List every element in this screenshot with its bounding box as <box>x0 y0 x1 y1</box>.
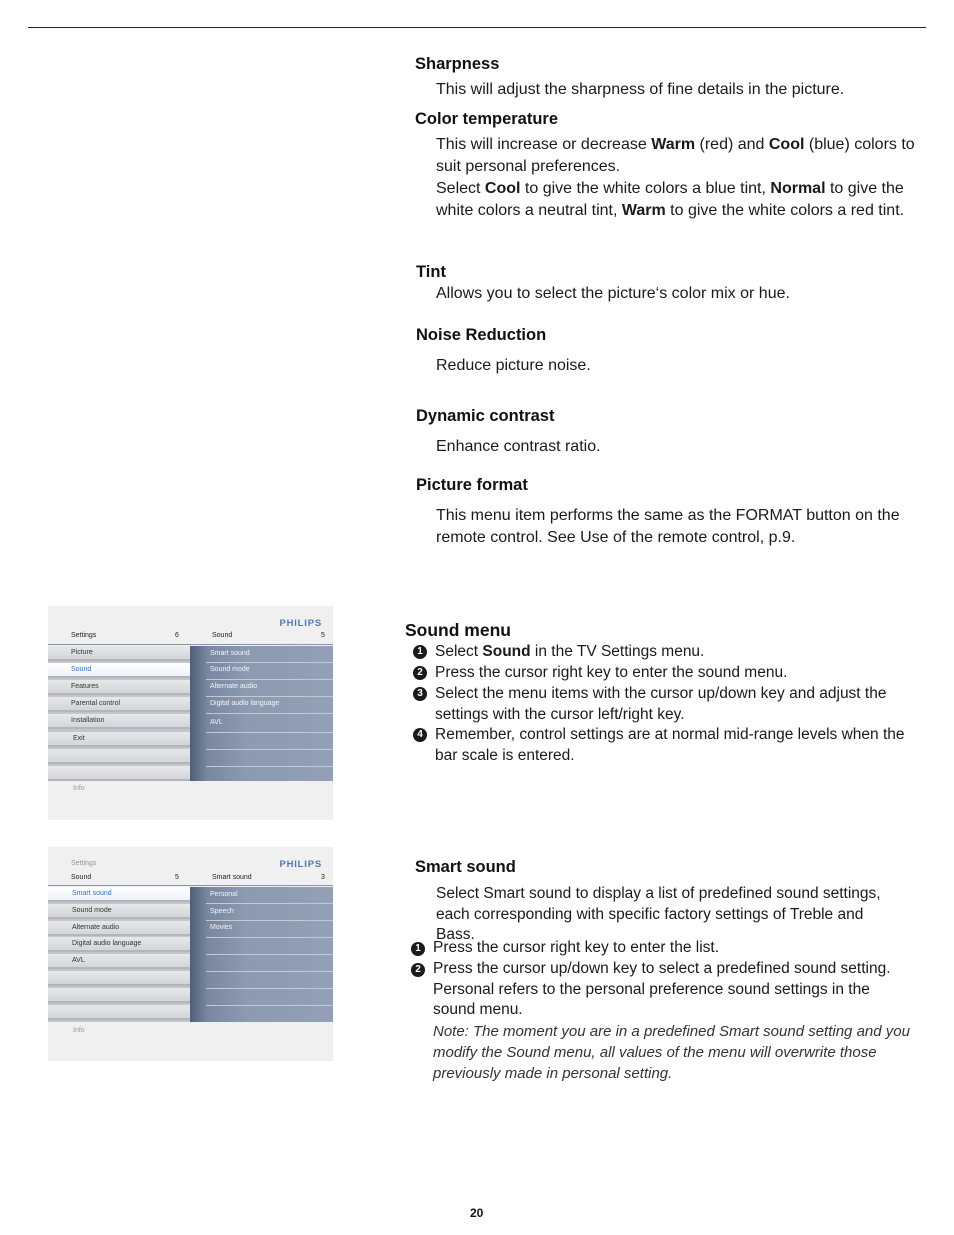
menu-item-label: Alternate audio <box>72 924 120 931</box>
menu-item-label: Installation <box>71 717 105 724</box>
color-temperature-text-2 <box>436 178 908 222</box>
submenu-item[interactable]: AVL <box>210 719 223 726</box>
row-divider <box>206 749 333 750</box>
row-divider <box>206 1005 333 1006</box>
submenu-item[interactable]: Smart sound <box>210 650 250 657</box>
sharpness-text: This will adjust the sharpness of fine details in the picture. <box>436 81 845 98</box>
menu-item-label: Sound mode <box>72 907 112 914</box>
dynamic-contrast-heading: Dynamic contrast <box>416 407 555 425</box>
step-number-icon: 1 <box>413 645 427 659</box>
menu-item-label: Exit <box>73 735 85 742</box>
smart-sound-note: Note: The moment you are in a predefined Smart sound setting and you modify the Sound menu, all values of the menu will overwrite those previously made in personal setting. <box>433 1023 910 1082</box>
step-number-icon: 1 <box>411 942 425 956</box>
text-run: to give the white colors a red tint. <box>665 202 905 219</box>
row-divider <box>206 971 333 972</box>
bold-cool: Cool <box>768 136 805 153</box>
menu-item-selected[interactable] <box>48 887 190 902</box>
dynamic-contrast-text: Enhance contrast ratio. <box>436 438 601 455</box>
color-temperature-heading: Color temperature <box>415 110 559 128</box>
menu-item-empty <box>48 749 190 764</box>
menu-left-panel <box>48 646 190 781</box>
menu-item[interactable] <box>48 937 190 952</box>
tint-heading: Tint <box>416 263 446 281</box>
menu-left-count: 6 <box>175 632 179 639</box>
bold-warm: Warm <box>651 136 696 153</box>
bold-sound: Sound <box>482 643 531 660</box>
row-divider <box>206 766 333 767</box>
bold-normal: Normal <box>770 180 826 197</box>
menu-item-label: Sound <box>71 666 92 673</box>
row-divider <box>206 988 333 989</box>
picture-format-heading: Picture format <box>416 476 528 494</box>
menu-item-empty <box>48 766 190 781</box>
row-divider <box>206 679 333 680</box>
tint-text: Allows you to select the picture‘s color mix or hue. <box>436 285 790 302</box>
submenu-item[interactable]: Movies <box>210 924 233 931</box>
step-number-icon: 2 <box>413 666 427 680</box>
bold-cool: Cool <box>484 180 521 197</box>
sound-step-2: Press the cursor right key to enter the sound menu. <box>435 664 788 681</box>
tv-smart-sound-screenshot <box>48 847 333 1061</box>
sharpness-heading: Sharpness <box>415 55 500 73</box>
row-divider <box>206 903 333 904</box>
text-run: to give the white colors a blue tint, <box>520 180 771 197</box>
row-divider <box>206 954 333 955</box>
top-rule <box>28 27 926 28</box>
menu-right-header: Sound <box>212 632 233 639</box>
tv-sound-menu-screenshot <box>48 606 333 820</box>
menu-item[interactable] <box>48 697 190 712</box>
menu-left-header: Sound <box>71 874 92 881</box>
page-number: 20 <box>470 1206 484 1220</box>
menu-right-panel <box>190 887 333 1022</box>
menu-item-label: Digital audio language <box>72 940 142 947</box>
row-divider <box>206 713 333 714</box>
text-run: in the TV Settings menu. <box>530 643 705 660</box>
menu-item[interactable] <box>48 904 190 919</box>
noise-reduction-text: Reduce picture noise. <box>436 357 591 374</box>
smart-sound-step-1: Press the cursor right key to enter the list. <box>433 939 720 956</box>
sound-step-4: Remember, control settings are at normal mid-range levels when the bar scale is entered. <box>435 726 905 764</box>
text-run: to give the white colors a neutral tint, <box>436 180 904 219</box>
noise-reduction-heading: Noise Reduction <box>416 326 547 344</box>
menu-left-count: 5 <box>175 874 179 881</box>
sound-menu-heading: Sound menu <box>405 620 511 640</box>
submenu-item[interactable]: Digital audio language <box>210 700 280 707</box>
menu-item-label: Parental control <box>71 700 121 707</box>
header-divider <box>48 644 333 645</box>
smart-sound-heading: Smart sound <box>415 858 516 876</box>
menu-right-header: Smart sound <box>212 874 252 881</box>
sound-step-3: Select the menu items with the cursor up/down key and adjust the settings with the cursor left/right key. <box>435 685 887 723</box>
row-divider <box>206 920 333 921</box>
menu-left-panel <box>48 887 190 1022</box>
row-divider <box>206 937 333 938</box>
menu-item[interactable] <box>48 954 190 969</box>
menu-item-selected[interactable] <box>48 663 190 678</box>
row-divider <box>206 662 333 663</box>
text-run: (red) and <box>695 136 769 153</box>
menu-item-label: Picture <box>71 649 93 656</box>
smart-sound-step-2: Press the cursor up/down key to select a predefined sound setting. Personal refers to the personal preference sound settings in the sound menu. <box>433 960 891 1018</box>
picture-format-text: This menu item performs the same as the FORMAT button on the remote control. See Use of the remote control, p.9. <box>436 507 900 546</box>
step-number-icon: 4 <box>413 728 427 742</box>
bold-warm: Warm <box>621 202 666 219</box>
smart-sound-intro: Select Smart sound to display a list of predefined sound settings, each corresponding with specific factory settings of Treble and Bass. <box>436 885 881 943</box>
menu-right-count: 5 <box>321 632 325 639</box>
step-number-icon: 2 <box>411 963 425 977</box>
menu-item-label: Features <box>71 683 99 690</box>
info-label: Info <box>73 785 85 792</box>
submenu-item[interactable]: Alternate audio <box>210 683 258 690</box>
philips-logo: PHILIPS <box>279 618 322 629</box>
row-divider <box>206 696 333 697</box>
step-number-icon: 3 <box>413 687 427 701</box>
submenu-item[interactable]: Sound mode <box>210 666 250 673</box>
menu-item-empty <box>48 971 190 986</box>
menu-item-label: AVL <box>72 957 85 964</box>
menu-item-empty <box>48 1005 190 1020</box>
menu-item-label: Smart sound <box>72 890 112 897</box>
menu-left-header: Settings <box>71 632 97 639</box>
header-divider <box>48 885 333 886</box>
menu-item[interactable] <box>48 680 190 695</box>
menu-item[interactable] <box>48 921 190 936</box>
row-divider <box>206 732 333 733</box>
menu-item[interactable] <box>48 732 190 747</box>
philips-logo: PHILIPS <box>279 859 322 870</box>
text-run: (blue) colors to suit personal preferences. <box>436 136 915 175</box>
menu-item-empty <box>48 988 190 1003</box>
menu-right-panel <box>190 646 333 781</box>
submenu-item[interactable]: Speech <box>210 908 234 915</box>
sound-step-1 <box>435 642 915 663</box>
menu-item[interactable] <box>48 646 190 661</box>
info-label: Info <box>73 1027 85 1034</box>
submenu-item[interactable]: Personal <box>210 891 238 898</box>
text-run: This will increase or decrease <box>436 136 652 153</box>
menu-item[interactable] <box>48 714 190 729</box>
color-temperature-text-1 <box>436 134 916 178</box>
text-run: Select <box>435 643 483 660</box>
menu-right-count: 3 <box>321 874 325 881</box>
text-run: Select <box>436 180 485 197</box>
breadcrumb: Settings <box>71 860 97 867</box>
